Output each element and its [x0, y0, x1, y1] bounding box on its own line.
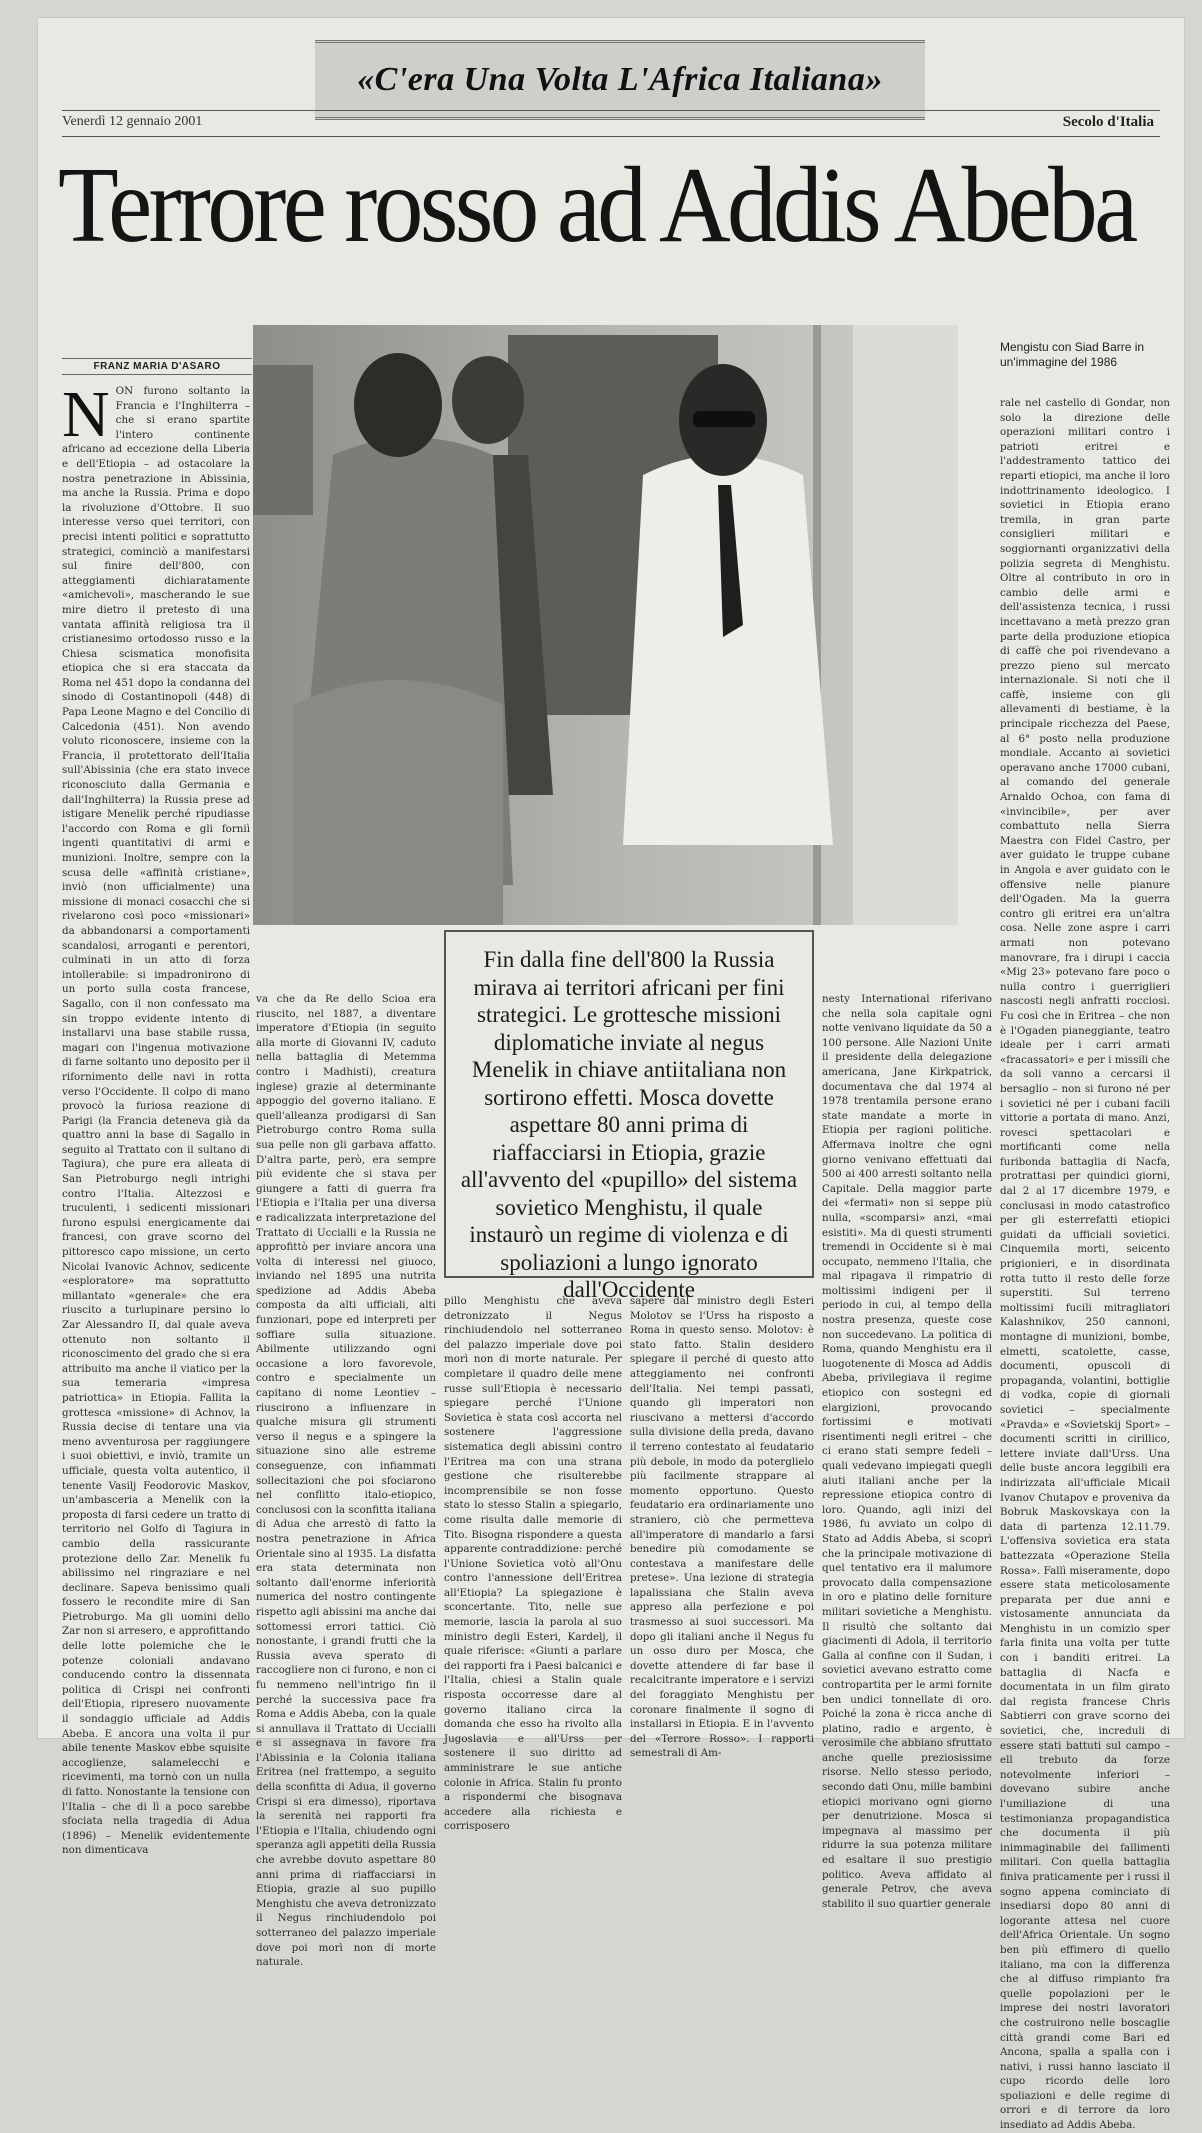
column-1 — [62, 378, 250, 1857]
newspaper-page — [38, 18, 1184, 2132]
series-title: «C'era Una Volta L'Africa Italiana» — [357, 61, 883, 98]
column-2 — [256, 992, 436, 1969]
issue-date: Venerdì 12 gennaio 2001 — [62, 114, 203, 129]
series-banner — [315, 40, 925, 120]
pull-quote: Fin dalla fine dell'800 la Russia mirava ai territori africani per fini strategici. Le grottesche missioni diplomatiche inviate al negus Menelik in chiave antiitaliana non sortirono effetti. Mosca dovette aspettare 80 anni prima di riaffacciarsi in Etiopia, grazie all'avvento del «pupillo» del sistema sovietico Menghistu, il quale instaurò un regime di violenza e di spoliazioni a lungo ignorato dall'Occidente — [444, 930, 814, 1278]
column-6-text: rale nel castello di Gondar, non solo la direzione delle operazioni militari contro i patrioti eritrei e l'addestramento tattico dei reparti etiopici, ma anche il loro indottrinamento ideologico. I sovietici in Etiopia erano tremila, in gran parte consiglieri militari e soggiornanti organizzativi della polizia segreta di Menghistu. Oltre al contributo in oro in cambio delle armi e dell'assistenza tecnica, i russi incettavano a metà prezzo gran parte della produzione etiopica di caffè che poi rivendevano a prezzo pieno sul mercato internazionale. Si noti che il caffè, insieme con gli allevamenti di bestiame, è la principale ricchezza del Paese, al 6° posto nella produzione mondiale. Accanto ai sovietici operavano anche 17000 cubani, al comando del generale Arnaldo Ochoa, con fama di «invincibile», per aver combattuto nella Sierra Maestra con Fidel Castro, per aver guidato le truppe cubane in Angola e aver guidato con le offensive nelle pianure dell'Ogaden. Ma la guerra contro gli eritrei era un'altra cosa. Nelle zone aspre i carri armati non potevano manovrare, fra i dirupi i caccia «Mig 23» potevano fare poco o nulla contro i guerriglieri nascosti negli anfratti rocciosi. Fu così che in Eritrea – che non è l'Ogaden pianeggiante, teatro ideale per i carri armati «fracassatori» e per i missili che da soli vanno a cercarsi il bersaglio – non si furono né per i sovietici né per i cubani facili vittorie a portata di mano. Anzi, rovesci spettacolari e mortificanti come nella furibonda battaglia di Nacfa, protrattasi per quindici giorni, dal 2 al 17 dicembre 1979, e conclusasi in modo catastrofico per gli esterrefatti etiopici guidati da ufficiali sovietici. Cinquemila morti, seicento prigionieri, e in disordinata rotta tutto il resto delle forze superstiti. Sul terreno moltissimi fucili mitragliatori Kalashnikov, 250 cannoni, montagne di munizioni, bombe, elmetti, scatolette, casse, documenti, opuscoli di propaganda, volantini, bottiglie di vodka, copie di giornali sovietici – specialmente «Pravda» e «Sovietskij Sport» – documenti scritti in cirillico, lettere inviate dall'Urss. Una delle buste ancora leggibili era indirizzata all'ufficiale Micail Ivanov Chutapov e proveniva da Bobruk Maskovskaya con la data di partenza 12.11.79. L'offensiva sovietica era stata battezzata «Operazione Stella Rossa». Fallì miseramente, dopo essere stata meticolosamente preparata per due anni e vistosamente annunciata da Menghistu in un comizio sper farla finita una volta per tutte con i banditi eritrei. La battaglia di Nacfa e documentata in un film girato dal regista francese Chris Sabtierrі con grave scorno dei sovietici, che, increduli di essere stati battuti sul campo – ell trebuto da forze notevolmente inferiori – dovevano subire anche l'umiliazione di una testimonianza propagandistica che documenta il più inimmaginabile dei fallimenti militari. Con quella battaglia finiva praticamente per i russi il sogno appena cominciato di insediarsi dopo 80 anni di logorante attesa nel cuore dell'Africa Orientale. Un sogno ben più effimero di quello italiano, ma con la differenza che al diffuso rimpianto fra quelle popolazioni per le imprese dei nostri lavoratori che costruirono nelle boscaglie città grandi come Bari ed Ancona, spalla a spalla con i nativi, i russi hanno lasciato il cupo ricordo delle loro spoliazioni e delle regime di orrori e di terrore da loro insediato ad Addis Abeba. — [1000, 397, 1170, 2132]
column-5 — [630, 1294, 814, 1760]
photo-caption: Mengistu con Siad Barre in un'immagine del 1986 — [1000, 340, 1145, 369]
photo-illustration — [253, 325, 958, 925]
byline: FRANZ MARIA D'ASARO — [62, 358, 252, 375]
headline: Terrore rosso ad Addis Abeba — [58, 146, 1135, 265]
column-4-text: nesty International riferivano che nella sola capitale ogni notte venivano liquidate da 50 a 100 persone. Alle Nazioni Unite il presidente della delegazione americana, Jane Kirkpatrick, documentava che dal 1974 al 1978 trentamila persone erano state mandate a morte in Etiopia per ragioni politiche. Affermava inoltre che ogni giorno venivano effettuati dai 500 ai 400 arresti soltanto nella Capitale. Della maggior parte dei «fermati» non si seppe più nulla, «scomparsi» anzi, «mai esistiti». Ma di questi strumenti tremendi in Occidente si è mai occupato, nemmeno l'Italia, che mal ripagava il rimpatrio di moltissimi indigeni per il periodo in cui, al tempo della nostra presenza, queste cose non succedevano. La politica di Roma, quando Menghistu era il luogotenente di Mosca ad Addis Abeba, privilegiava il regime etiopico con sostegni ed elargizioni, provocando fortissimi e motivati risentimenti negli eritrei – che ci erano stati sempre fedeli – quali vedevano impiegati quegli aiuti italiani anche per la repressione etiopica contro di loro. Quando, agli inizi del 1986, fu avviato un colpo di Stato ad Addis Abeba, si scoprì che la principale motivazione di quel tentativo era il malumore provocato dalla compensazione in oro e platino delle forniture militari sovietiche a Menghistu. Il risultò che soltanto dai giacimenti di Adola, il territorio Galla al confine con il Sudan, i sovietici avevano estratto come contropartita per le armi fornite ben undici tonnellate di oro. Poiché la zona è ricca anche di platino, radio e argento, è verosimile che abbiano sfruttato anche quelle preziosissime risorse. Nello stesso periodo, secondo dati Onu, mille bambini etiopici morivano ogni giorno per denutrizione. Mosca si impegnava al massimo per ridurre la sua potenza militare ed esaltare il suo prestigio politico. Aveva affidato al generale Petrov, che aveva stabilito il suo quartier generale — [822, 993, 992, 1910]
column-2-text: va che da Re dello Scioa era riuscito, nel 1887, a diventare imperatore d'Etiopia (in seguito alla morte di Giovanni IV, caduto nella battaglia di Metemma contro i Madhisti), creatura inglese) grazie al determinante appoggio del governo italiano. E quell'alleanza prodigarsi di San Pietroburgo contro Roma sulla sua pelle non gli garbava affatto. D'altra parte, però, era sempre più evidente che si stava per giungere a fatti di guerra fra l'Etiopia e l'Italia per una diversa e radicalizzata interpretazione del Trattato di Uccialli e la Russia ne approfittò per inviare ancora una volta di interessi nel giuoco, inviando nel 1895 una nutrita spedizione ad Addis Abeba composta da alti ufficiali, alti funzionari, pope ed interpreti per soffiare sulla situazione. Abilmente utilizzando ogni occasione a loro favorevole, contro e specialmente un capitano di nome Leontiev – riuscirono a influenzare in qualche misura gli strumenti verso il negus e a spingere la situazione sino alle estreme conseguenze, con infiammati sollecitazioni che poi sfociarono nel conflitto italo-etiopico, conclusosi con la sconfitta italiana di Adua che arrestò di fatto la nostra penetrazione in Africa Orientale sino al 1935. La disfatta era stata determinata non soltanto dall'enorme inferiorità numerica del nostro contingente rispetto agli abissini ma anche dai sottomessi errori tattici. Ciò nonostante, i grandi frutti che la Russia aveva sperato di raccogliere non ci furono, e non ci fu nemmeno nell'intrigo fin il perché la successiva pace fra Roma e Addis Abeba, con la quale si annullava il Trattato di Uccialli e si assegnava in favore fra l'Abissinia e la Colonia italiana Eritrea (nel frattempo, a seguito della sconfitta di Adua, il governo Crispi si era dimesso), riportava la serenità nei rapporti fra l'Etiopia e l'Italia, chiudendo ogni speranza agli appetiti della Russia che avrebbe dovuto aspettare 80 anni prima di riaffacciarsi in Etiopia, grazie al suo pupillo Menghistu che aveva detronizzato il Negus rinchiudendolo poi sotterraneo del palazzo imperiale dove poi morì non di morte naturale. — [256, 993, 436, 1969]
dropcap: N — [62, 378, 110, 451]
column-3 — [444, 1294, 622, 1833]
header-rule — [62, 136, 1160, 137]
top-rule — [62, 110, 1160, 111]
article-photo — [253, 325, 958, 925]
column-5-text: sapere dal ministro degli Esteri Molotov se l'Urss ha risposto a Roma in questo senso. Molotov: è stato fatto. Stalin desidero spiegare il perché di questo atto atteggiamento nei confronti dell'Italia. Nei tempi passati, quando gli imperatori non riuscivano a mettersi d'accordo sulla divisione della preda, davano il terreno contestato al feudatario più debole, in modo da poterglielo più facilmente strappare al momento opportuno. Questo feudatario era ordinariamente uno straniero, ciò che permetteva all'imperatore di mandarlo a farsi benedire più comodamente se contestava a manifestare delle pretese». Una lezione di strategia lapalissiana che Stalin aveva appreso alla perfezione e poi trasmesso ai suoi successori. Ma dopo gli italiani anche il Negus fu un osso duro per Mosca, che dovette attendere di far base il recalcitrante imperatore e i servizi del foraggiato Menghistu per coronare finalmente il sogno di installarsi in Etiopia. E in l'avvento del «Terrore Rosso». I rapporti semestrali di Am- — [630, 1295, 814, 1760]
publication-name: Secolo d'Italia — [1062, 114, 1154, 130]
column-3-text: pillo Menghistu che aveva detronizzato il Negus rinchiudendolo nel sotterraneo del palazzo imperiale dove poi morì non di morte naturale. Per completare il quadro delle mene russe sull'Etiopia è necessario spiegare perché l'Unione Sovietica è stata così accorta nel sostenere l'aggressione sistematica degli abissini contro l'Eritrea ma con una strana gestione che risulterebbe incomprensibile se non fosse stato lo stesso Stalin a spiegarlo, come risulta dalle memorie di Tito. Bisogna rispondere a questa apparente contraddizione: perché l'Unione Sovietica votò all'Onu contro l'annessione dell'Eritrea all'Etiopia? La spiegazione è sconcertante. Tito, nelle sue memorie, lascia la parola al suo ministro degli Esteri, Kardelj, il quale riferisce: «Giunti a parlare dei rapporti fra i Paesi balcanici e l'Italia, chiesi a Stalin quale risposta occorresse dare al governo italiano circa la domanda che esso ha rivolto alla Jugoslavia e all'Urss per sostenere il suo diritto ad amministrare le sue antiche colonie in Africa. Stalin fu pronto a rispondermi che bisognava accedere alla richiesta e corrisposero — [444, 1295, 622, 1833]
column-1-text: ON furono soltanto la Francia e l'Inghilterra – che si erano spartite l'intero continente africano ad eccezione della Liberia e dell'Etiopia – ad ostacolare la nostra penetrazione in Abissinia, ma anche la Russia. Prima e dopo la rivoluzione d'Ottobre. Il suo interesse verso quei territori, con precisi intenti politici e soprattutto strategici, cominciò a manifestarsi sul finire dell'800, con atteggiamenti dichiaratamente «amichevoli», mascherando le sue mire dietro il pretesto di una vantata affinità religiosa tra il cristianesimo ortodosso russo e la Chiesa scismatica monofisita etiopica che si era staccata da Roma nel 451 dopo la condanna del sinodo di Costantinopoli (448) di Papa Leone Magno e del Concilio di Calcedonia (451). Non avendo voluto riconoscere, insieme con la Francia, il protettorato dell'Italia sull'Abissinia (che era stato invece riconosciuto dalla Germania e dall'Inghilterra) la Russia prese ad istigare Menelik perché ripudiasse l'accordo con Roma e gli forniì ingenti quantitativi di armi e munizioni. Inoltre, sempre con la scusa delle «affinità cristiane», inviò (non ufficialmente) una missione di monaci cosacchi che si rivelarono così poco «missionari» da abbandonarsi a comportamenti scandalosi, arroganti e perentori, culminati in un atto di forza intollerabile: si impadronirono di un porto sulla costa francese, Sagallo, con il non confessato ma sin troppo evidente intento di installarvi una base stabile russa, magari con l'ingenua motivazione di farne soltanto uno deposito per il rifornimento delle navi in rotta verso l'Occidente. Il colpo di mano provocò la furiosa reazione di Parigi (la Francia deteneva già da quattro anni la base di Sagallo in seguito al Trattato con il sultano di Tagiura), che pure era alleata di San Pietroburgo negli intrighi contro l'Italia. Altezzosi e truculenti, i sedicenti missionari furono espulsi energicamente dai francesi, con grave scorno del pittoresco capo missione, un certo Nicolai Ivanovic Achnov, sedicente «esploratore» ma soprattutto millantato «generale» che era riuscito a turlupinare persino lo Zar Alessandro II, dal quale aveva ottenuto non soltanto il riconoscimento del grado che si era attribuito ma anche il viatico per la sua temeraria «impresa patriottica» in Etiopia. Fallita la grottesca «missione» di Achnov, la Russia decise di tentare una via meno avventurosa per raggiungere i suoi obiettivi, e inviò, tramite un ufficiale, questa volta autentico, il tenente Vasilj Feodorovic Maskov, un'ambasceria a Menelik con la proposta di farsi cedere un tratto di territorio nel Golfo di Tagiura in cambio della rassicurante protezione dello Zar. Menelik fu abilissimo nel ringraziare e nel declinare. Sapeva benissimo quali fossero le recondite mire di San Pietroburgo. Ma gli uomini dello Zar non si arresero, e approfittando delle lotte polemiche che le potenze coloniali andavano conducendo contro la dissennata politica di Crispi nei confronti dell'Etiopia, ripresero nuovamente il sondaggio ufficiale ad Addis Abeba. E ancora una volta il pur abile tenente Maskov ebbe squisite accoglienze, salamelecchi e ricevimenti, ma tornò con un nulla di fatto. Nonostante la tensione con l'Italia – che di lì a poco sarebbe sfociata nella tragedia di Adua (1896) – Menelik evidentemente non dimenticava — [62, 385, 250, 1857]
column-6 — [1000, 396, 1170, 2132]
column-4 — [822, 992, 992, 1910]
